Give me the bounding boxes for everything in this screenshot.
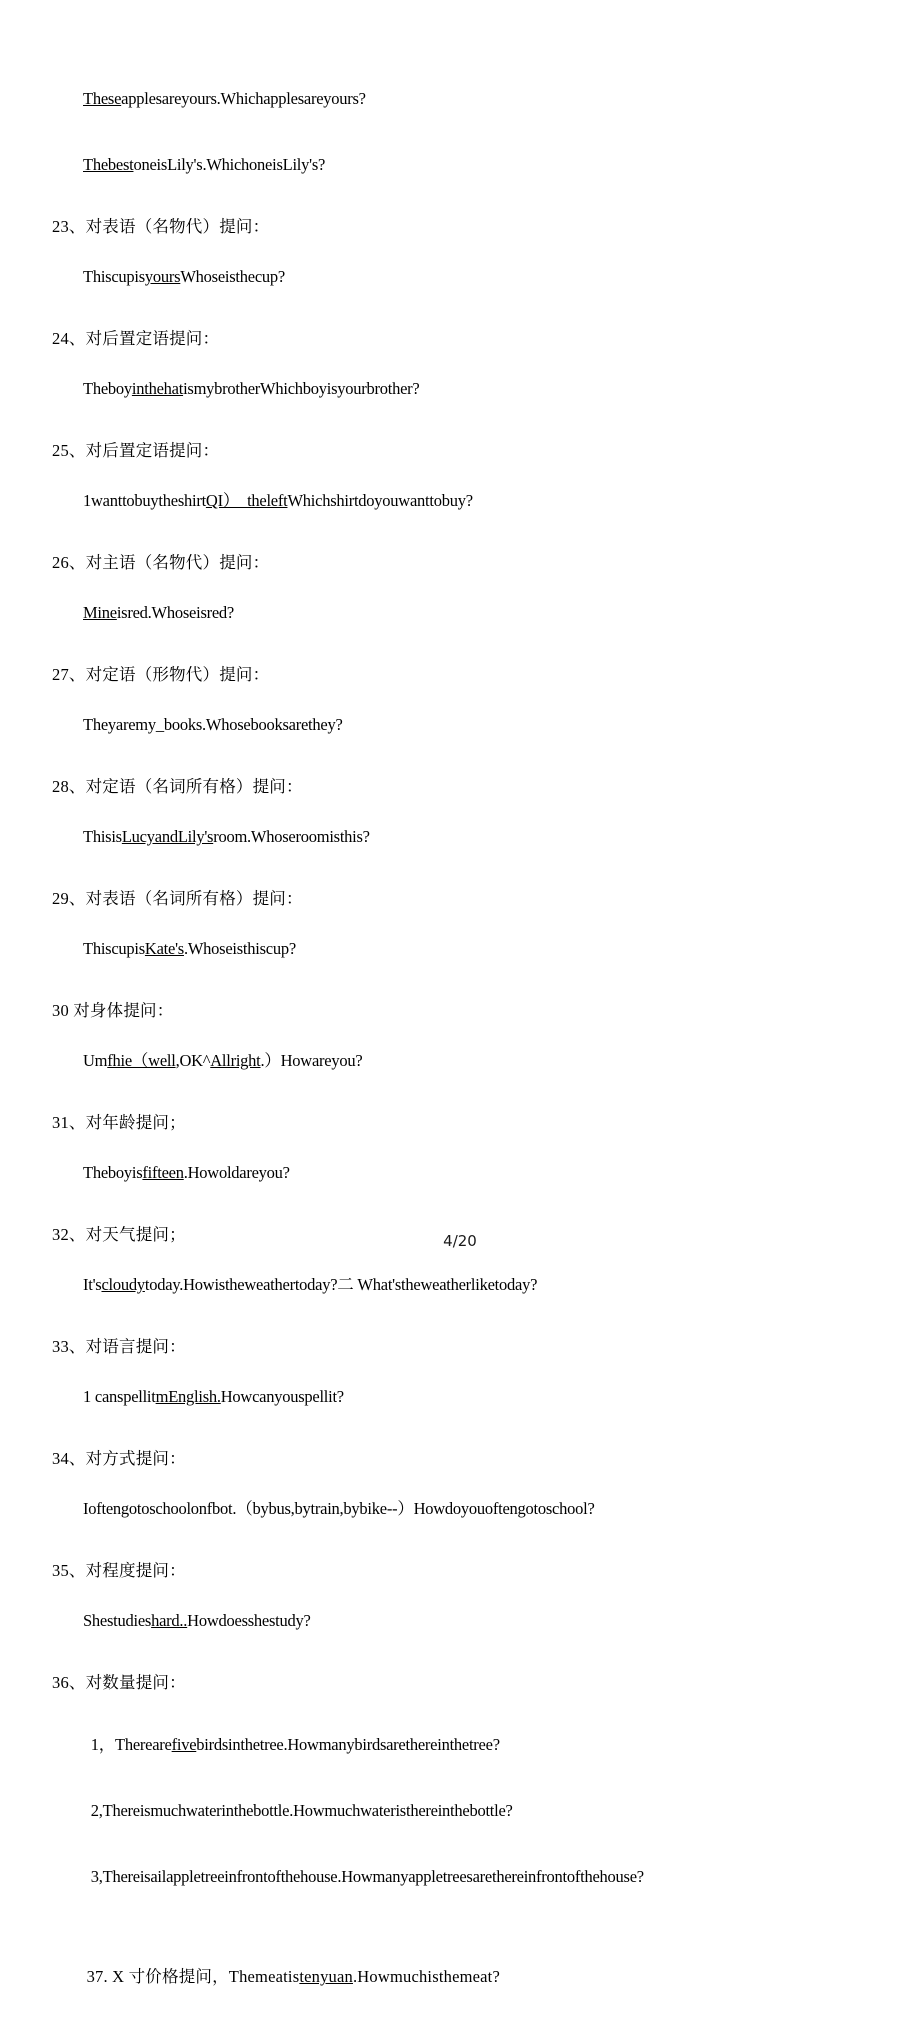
spacer	[52, 870, 872, 882]
page-number: 4/20	[443, 1232, 477, 1250]
item-heading: 32、对天气提问；	[52, 1225, 186, 1244]
body-line	[52, 468, 872, 534]
spacer	[52, 1206, 872, 1218]
underlined-answer: yours	[144, 267, 181, 286]
body-line	[52, 66, 872, 132]
item-34	[52, 1442, 872, 1542]
spacer	[52, 422, 872, 434]
underlined-answer: LucyandLily's	[121, 827, 214, 846]
text-plain: 1wanttobuytheshirt	[83, 491, 206, 510]
text-plain: 1，Thereare	[90, 1735, 172, 1754]
body-line	[52, 1028, 872, 1094]
text-plain: Whichshirtdoyouwanttobuy?	[287, 491, 473, 510]
underlined-answer: Thebest	[83, 155, 134, 174]
item-heading: 31、对年龄提问；	[52, 1113, 186, 1132]
body-line	[52, 1712, 872, 1778]
spacer	[52, 646, 872, 658]
spacer	[52, 1654, 872, 1666]
text-plain: Ioftengotoschoolonfbot.（bybus,bytrain,bybike--）Howdoyouoftengotoschool?	[83, 1499, 595, 1518]
body-line	[52, 1588, 872, 1654]
spacer	[52, 1094, 872, 1106]
text-plain: Whoseisthecup?	[180, 267, 285, 286]
text-plain: applesareyours.Whichapplesareyours?	[121, 89, 366, 108]
spacer	[52, 198, 872, 210]
text-plain: Um	[83, 1051, 108, 1070]
text-plain: today.Howistheweathertoday?二 What'stheweatherliketoday?	[144, 1275, 538, 1294]
text-plain: isred.Whoseisred?	[116, 603, 235, 622]
body-line	[52, 1140, 872, 1206]
body-line	[52, 916, 872, 982]
text-plain: .Whoseisthiscup?	[183, 939, 296, 958]
item-heading: 30 对身体提问：	[52, 1001, 174, 1020]
item-37	[52, 1926, 872, 2028]
item-heading	[52, 1926, 872, 2028]
item-heading: 27、对定语（形物代）提问：	[52, 665, 270, 684]
text-plain: ismybrotherWhichboyisyourbrother?	[183, 379, 420, 398]
underlined-answer: cloudy	[101, 1275, 145, 1294]
body-line	[52, 580, 872, 646]
underlined-answer: mEnglish.	[155, 1387, 221, 1406]
body-line	[52, 1844, 872, 1910]
item-heading: 28、对定语（名词所有格）提问：	[52, 777, 303, 796]
text-plain: 1 canspellit	[83, 1387, 156, 1406]
text-plain: .）Howareyou?	[260, 1051, 363, 1070]
body-line	[52, 132, 872, 198]
text-plain: Thiscupis	[83, 267, 145, 286]
underlined-answer: inthehat	[131, 379, 184, 398]
spacer	[52, 982, 872, 994]
body-line	[52, 1476, 872, 1542]
item-heading: 23、对表语（名物代）提问：	[52, 217, 270, 236]
item-27	[52, 658, 872, 758]
body-line	[52, 1364, 872, 1430]
underlined-answer: fhie（well	[107, 1051, 176, 1070]
text-plain: Theboyis	[83, 1163, 143, 1182]
item-29	[52, 882, 872, 982]
text-plain: Shestudies	[83, 1611, 152, 1630]
document-body	[52, 66, 872, 2028]
item-30	[52, 994, 872, 1094]
body-line	[52, 692, 872, 758]
spacer	[52, 1700, 872, 1712]
body-line	[52, 1778, 872, 1844]
item-35	[52, 1554, 872, 1654]
text-plain: .Howmuchisthemeat?	[352, 1967, 500, 1986]
item-36-answers	[52, 1712, 872, 1910]
item-heading: 24、对后置定语提问：	[52, 329, 220, 348]
underlined-answer: fifteen	[142, 1163, 184, 1182]
item-heading: 26、对主语（名物代）提问：	[52, 553, 270, 572]
item-26	[52, 546, 872, 646]
item-36	[52, 1666, 872, 1910]
text-plain: room.Whoseroomisthis?	[213, 827, 370, 846]
text-plain: Thisis	[83, 827, 122, 846]
spacer	[52, 1542, 872, 1554]
item-25	[52, 434, 872, 534]
text-plain: Theboy	[83, 379, 132, 398]
item-heading: 36、对数量提问：	[52, 1673, 186, 1692]
text-plain: ,OK^	[175, 1051, 211, 1070]
item-24	[52, 322, 872, 422]
text-plain: oneisLily's.WhichoneisLily's?	[133, 155, 326, 174]
underlined-answer: hard..	[151, 1611, 188, 1630]
item-heading: 35、对程度提问：	[52, 1561, 186, 1580]
body-line	[52, 244, 872, 310]
spacer	[52, 758, 872, 770]
underlined-answer: five	[171, 1735, 197, 1754]
underlined-answer: Kate's	[144, 939, 184, 958]
text-plain: Theyaremy_books.Whosebooksarethey?	[83, 715, 343, 734]
spacer	[52, 534, 872, 546]
item-heading: 34、对方式提问：	[52, 1449, 186, 1468]
item-heading: 33、对语言提问：	[52, 1337, 186, 1356]
underlined-answer: tenyuan	[299, 1967, 353, 1986]
spacer	[52, 1318, 872, 1330]
carryover-lines	[52, 66, 872, 198]
item-28	[52, 770, 872, 870]
body-line	[52, 1252, 872, 1318]
spacer	[52, 310, 872, 322]
text-plain: Howdoesshestudy?	[187, 1611, 311, 1630]
text-plain: It's	[83, 1275, 102, 1294]
text-plain: Howcanyouspellit?	[220, 1387, 344, 1406]
text-plain: 37. X 寸价格提问，Themeatis	[86, 1967, 300, 1986]
body-line	[52, 356, 872, 422]
item-31	[52, 1106, 872, 1206]
item-heading: 29、对表语（名词所有格）提问：	[52, 889, 303, 908]
text-plain: 3,Thereisailappletreeinfrontofthehouse.Howmanyappletreesarethereinfrontofthehouse?	[90, 1867, 644, 1886]
spacer	[52, 1430, 872, 1442]
underlined-answer: Mine	[83, 603, 117, 622]
underlined-answer-secondary: Allright	[210, 1051, 261, 1070]
underlined-answer: QI）_theleft	[205, 491, 288, 510]
text-plain: 2,Thereismuchwaterinthebottle.Howmuchwateristhereinthebottle?	[90, 1801, 513, 1820]
item-33	[52, 1330, 872, 1430]
spacer	[52, 1910, 872, 1926]
text-plain: birdsinthetree.Howmanybirdsarethereinthetree?	[196, 1735, 500, 1754]
text-plain: .Howoldareyou?	[183, 1163, 290, 1182]
underlined-answer: These	[83, 89, 122, 108]
item-23	[52, 210, 872, 310]
text-plain: Thiscupis	[83, 939, 145, 958]
body-line	[52, 804, 872, 870]
item-heading: 25、对后置定语提问：	[52, 441, 220, 460]
